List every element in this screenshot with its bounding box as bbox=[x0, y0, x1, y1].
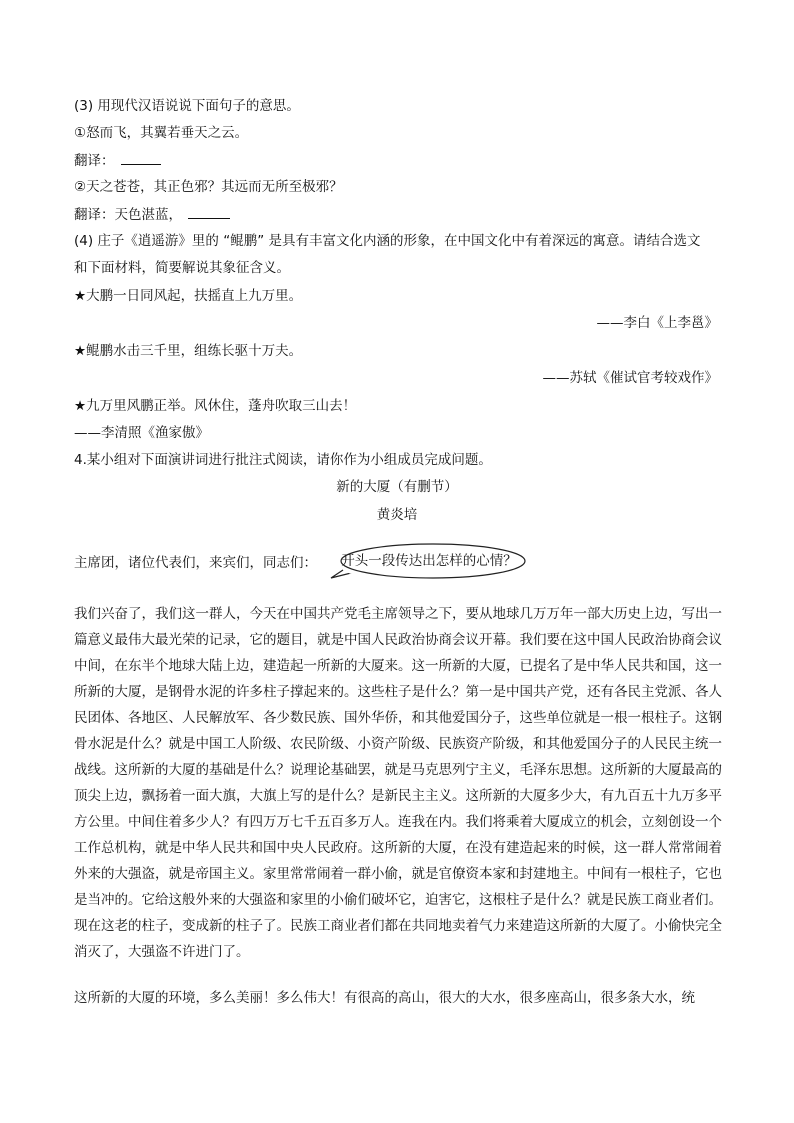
speech-paragraph-2: 这所新的大厦的环境，多么美丽！多么伟大！有很高的高山，很大的大水，很多座高山，很多条大水，统 bbox=[74, 990, 695, 1006]
material-1: ★大鹏一日同风起，扶摇直上九万里。 bbox=[74, 288, 303, 304]
speech-author: 黄炎培 bbox=[376, 507, 418, 523]
answer-blank[interactable] bbox=[121, 150, 161, 165]
question-4-intro: 4.某小组对下面演讲词进行批注式阅读，请你作为小组成员完成问题。 bbox=[74, 452, 492, 468]
q3-translation-1 bbox=[74, 150, 161, 171]
annotation-text: 开头一段传达出怎样的心情？ bbox=[341, 553, 517, 569]
annotation-bubble bbox=[329, 542, 529, 582]
speech-paragraph-1: 我们兴奋了，我们这一群人，今天在中国共产党毛主席领导之下，要从地球几万万年一部大历史上边，写出一篇意义最伟大最光荣的记录，它的题目，就是中国人民政治协商会议开幕。我们要在这中国人民政治协商会议中间，在东半个地球大陆上边，建造起一所新的大厦来。这一所新的大厦，已提名了是中华人民共和国，这一所新的大厦，是钢骨水泥的许多柱子撑起来的。这些柱子是什么？第一是中国共产党，还有各民主党派、各人民团体、各地区、人民解放军、各少数民族、国外华侨，和其他爱国分子，这些单位就是一根一根柱子。这钢骨水泥是什么？就是中国工人阶级、农民阶级、小资产阶级、民族资产阶级，和其他爱国分子的人民民主统一战线。这所新的大厦的基础是什么？说理论基础罢，就是马克思列宁主义，毛泽东思想。这所新的大厦最高的顶尖上边，飘扬着一面大旗，大旗上写的是什么？是新民主主义。这所新的大厦多少大，有九百五十九万多平方公里。中间住着多少人？有四万万七千五百多万人。连我在内。我们将乘着大厦成立的机会，立刻创设一个工作总机构，就是中华人民共和国中央人民政府。这所新的大厦，在没有建造起来的时候，这一群人常常闹着外来的大强盗，就是帝国主义。家里常常闹着一群小偷，就是官僚资本家和封建地主。中间有一根柱子，它也是当冲的。它给这般外来的大强盗和家里的小偷们破坏它，迫害它，这根柱子是什么？就是民族工商业者们。现在这老的柱子，变成新的柱子了。民族工商业者们都在共同地卖着气力来建造这所新的大厦了。小偷快完全消灭了，大强盗不许进门了。 bbox=[74, 606, 722, 960]
translation-label: 翻译： bbox=[74, 153, 115, 169]
speech-title: 新的大厦（有删节） bbox=[336, 479, 458, 495]
material-2: ★鲲鹏水击三千里，组练长驱十万夫。 bbox=[74, 343, 303, 359]
q4-line-2: 和下面材料，简要解说其象征含义。 bbox=[74, 260, 290, 276]
answer-blank[interactable] bbox=[188, 204, 230, 219]
translation-label: 翻译：天色湛蓝， bbox=[74, 207, 182, 223]
material-3-source: ——李清照《渔家傲》 bbox=[74, 425, 209, 441]
q3-sentence-1: ①怒而飞，其翼若垂天之云。 bbox=[74, 125, 249, 141]
material-3: ★九万里风鹏正举。风休住，蓬舟吹取三山去！ bbox=[74, 398, 357, 414]
q3-heading: (3) 用现代汉语说说下面句子的意思。 bbox=[74, 98, 300, 114]
q3-sentence-2: ②天之苍苍，其正色邪？其远而无所至极邪？ bbox=[74, 179, 343, 195]
material-2-source: ——苏轼《催试官考较戏作》 bbox=[542, 370, 718, 386]
material-1-source: ——李白《上李邕》 bbox=[596, 315, 718, 331]
q4-line-1: (4) 庄子《逍遥游》里的 “鲲鹏” 是具有丰富文化内涵的形象，在中国文化中有着深远的寓意。请结合选文 bbox=[74, 233, 701, 249]
q3-translation-2 bbox=[74, 204, 230, 225]
speech-greeting: 主席团，诸位代表们，来宾们，同志们： bbox=[74, 555, 317, 571]
